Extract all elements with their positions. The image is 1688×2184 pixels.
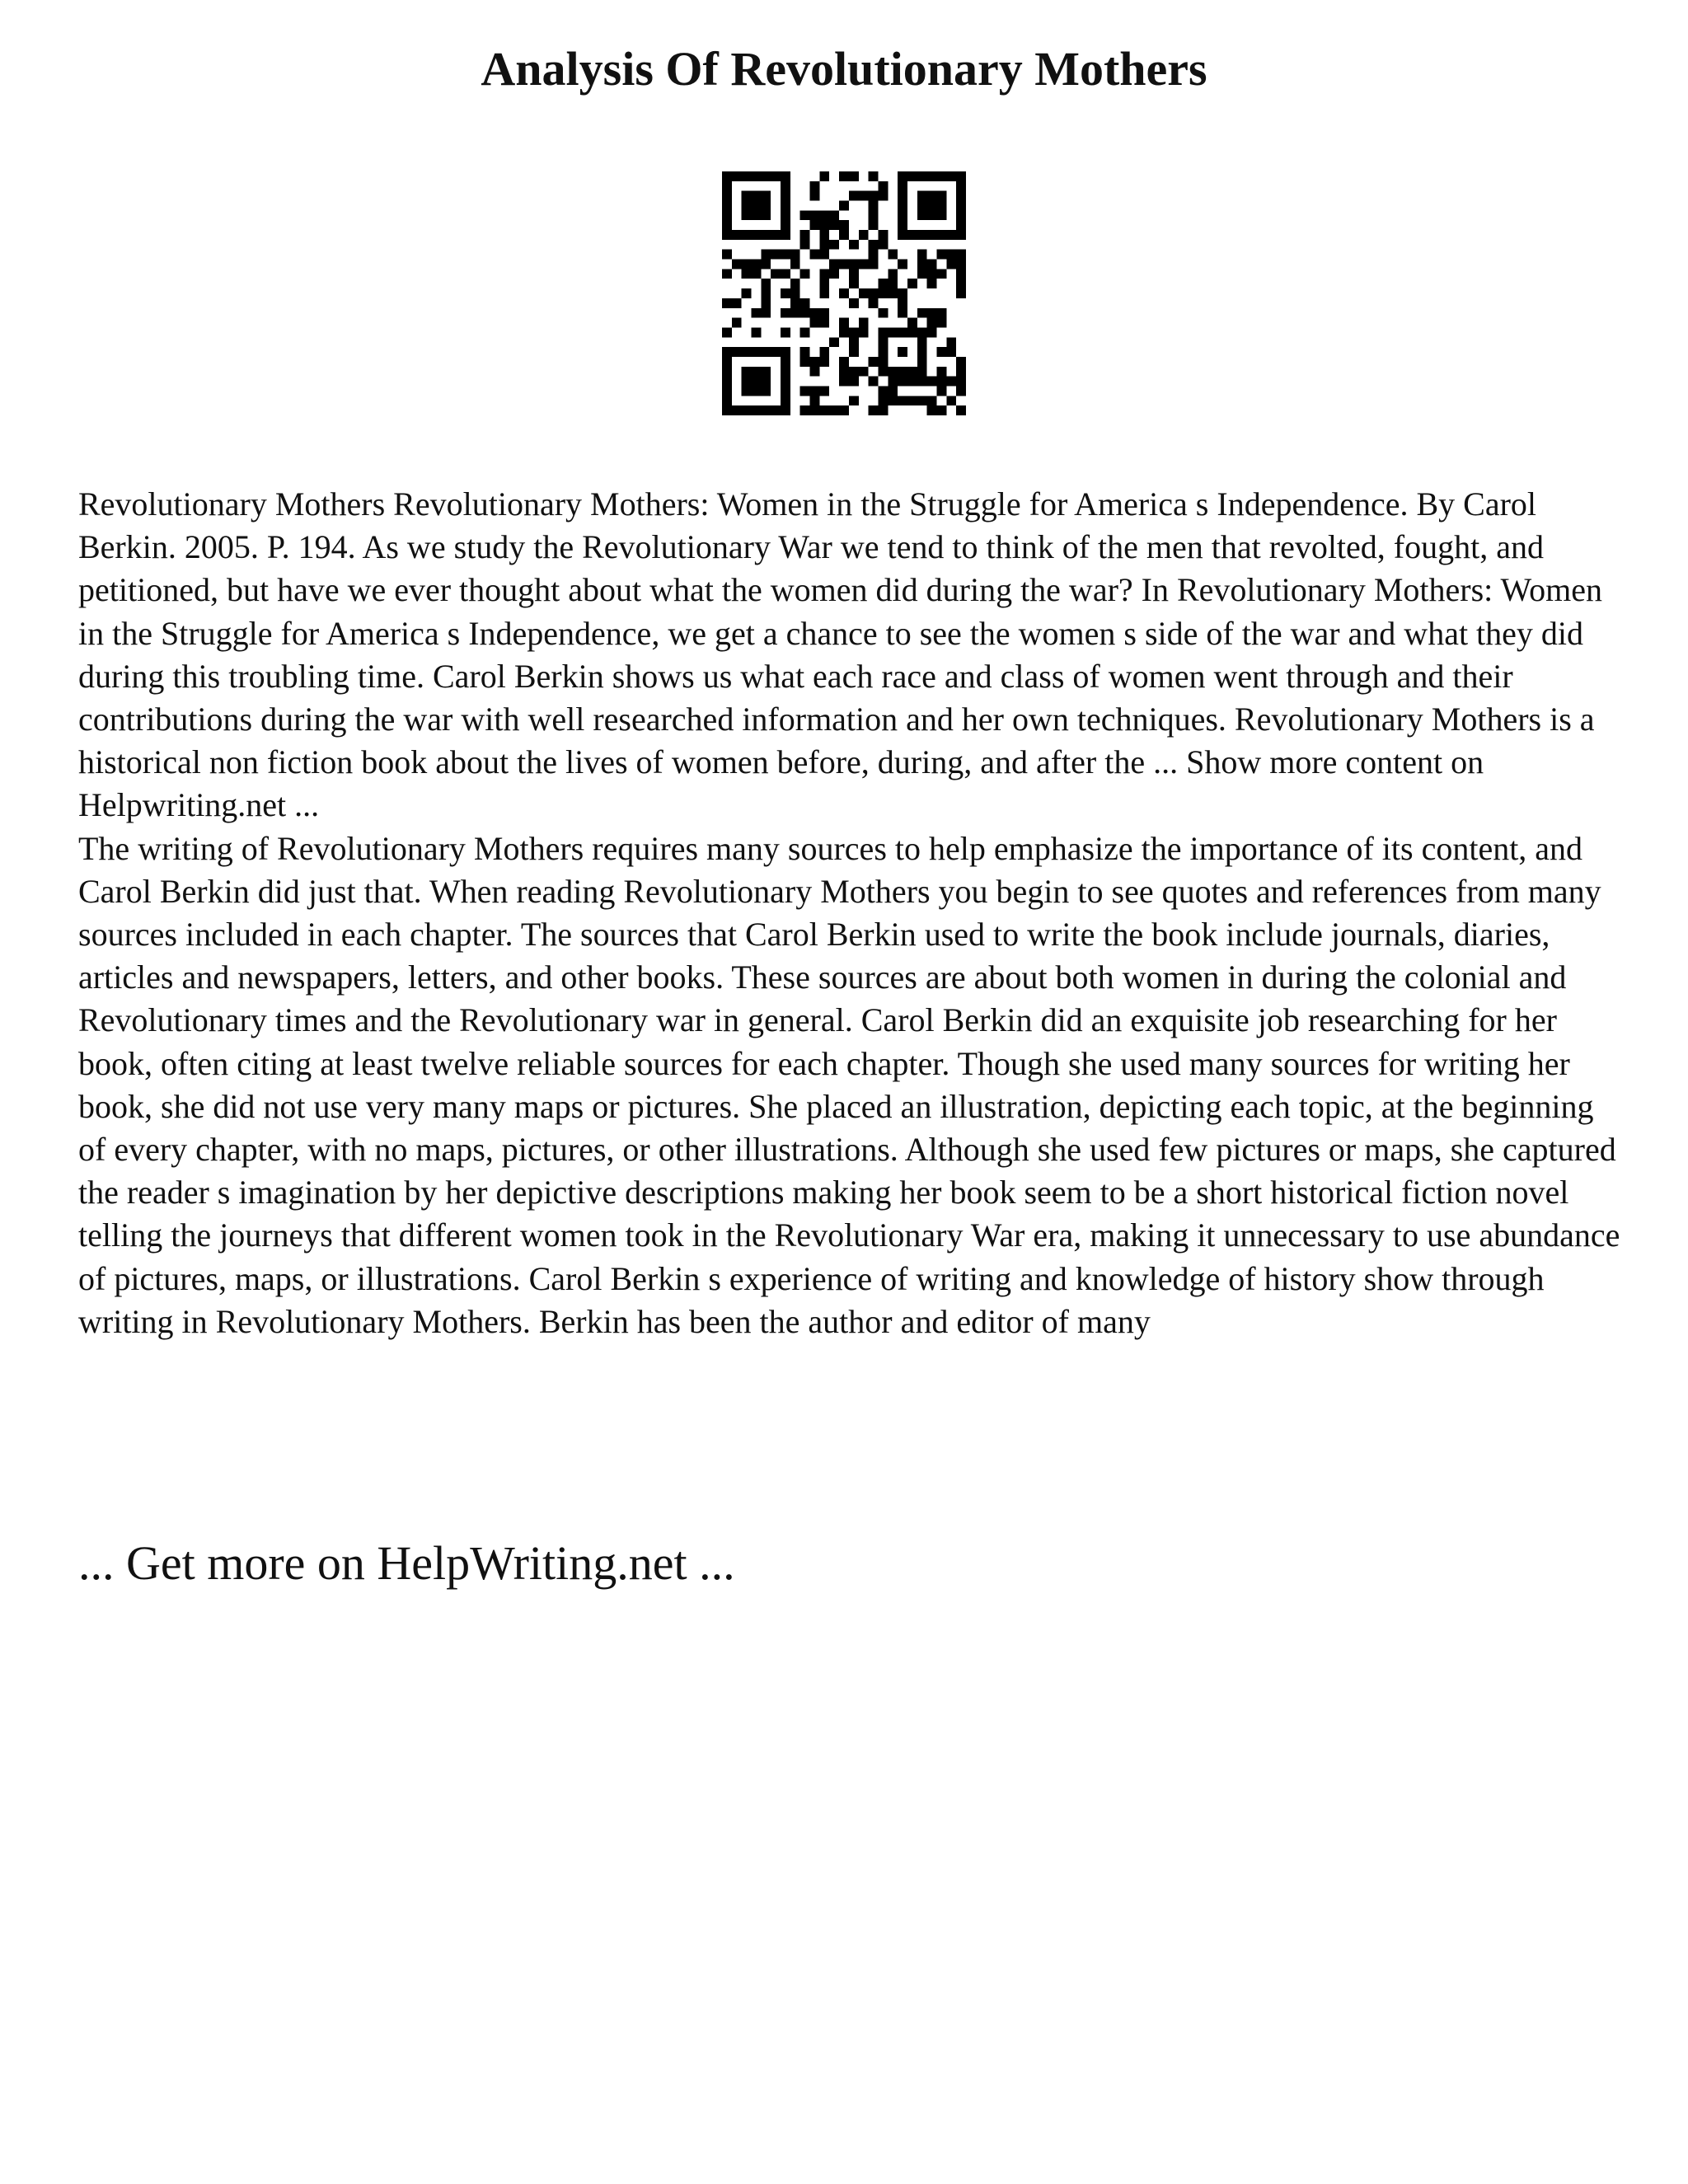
get-more-link[interactable]: ... Get more on HelpWriting.net ... [78, 1536, 735, 1590]
qr-code-icon [722, 171, 966, 415]
article-body [78, 483, 1624, 1343]
paragraph-2: The writing of Revolutionary Mothers requires many sources to help emphasize the importance of its content, and Carol Berkin did just that. When reading Revolutionary Mothers you begin to see quotes and references from many sources included in each chapter. The sources that Carol Berkin used to write the book include journals, diaries, articles and newspapers, letters, and other books. These sources are about both women in during the colonial and Revolutionary times and the Revolutionary war in general. Carol Berkin did an exquisite job researching for her book, often citing at least twelve reliable sources for each chapter. Though she used many sources for writing her book, she did not use very many maps or pictures. She placed an illustration, depicting each topic, at the beginning of every chapter, with no maps, pictures, or other illustrations. Although she used few pictures or maps, she captured the reader s imagination by her depictive descriptions making her book seem to be a short historical fiction novel telling the journeys that different women took in the Revolutionary War era, making it unnecessary to use abundance of pictures, maps, or illustrations. Carol Berkin s experience of writing and knowledge of history show through writing in Revolutionary Mothers. Berkin has been the author and editor of many [78, 829, 1620, 1340]
page-title: Analysis Of Revolutionary Mothers [481, 42, 1207, 96]
paragraph-1: Revolutionary Mothers Revolutionary Mothers: Women in the Struggle for America s Independence. By Carol Berkin. 2005. P. 194. As we study the Revolutionary War we tend to think of the men that revolted, fought, and petitioned, but have we ever thought about what the women did during the war? In Revolutionary Mothers: Women in the Struggle for America s Independence, we get a chance to see the women s side of the war and what they did during this troubling time. Carol Berkin shows us what each race and class of women went through and their contributions during the war with well researched information and her own techniques. Revolutionary Mothers is a historical non fiction book about the lives of women before, during, and after the ... Show more content on Helpwriting.net ... [78, 485, 1602, 824]
